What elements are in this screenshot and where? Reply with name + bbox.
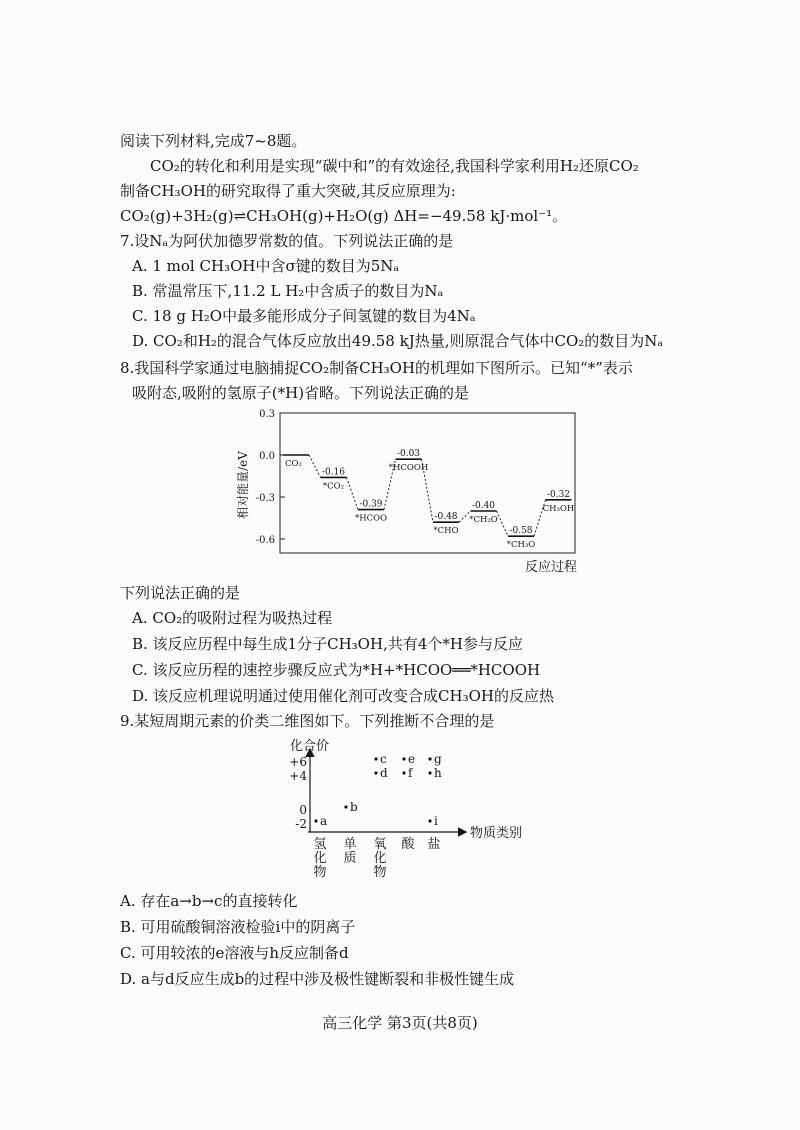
valence-xlabel: 物质类别 — [470, 826, 523, 841]
q7-option-d: D. CO₂和H₂的混合气体反应放出49.58 kJ热量,则原混合气体中CO₂的数目为Nₐ — [132, 332, 664, 350]
valence-ylabel: 化合价 — [290, 739, 330, 754]
q8-option-d: D. 该反应机理说明通过使用催化剂可改变合成CH₃OH的反应热 — [132, 687, 554, 705]
valence-point-f — [402, 771, 405, 774]
valence-point-label: g — [434, 752, 442, 766]
q7-option-b: B. 常温常压下,11.2 L H₂中含质子的数目为Nₐ — [132, 282, 444, 300]
q8-option-a: A. CO₂的吸附过程为吸热过程 — [132, 609, 333, 627]
energy-value-label: -0.58 — [509, 526, 533, 537]
energy-profile-chart — [225, 405, 595, 580]
material-line-2: 制备CH₃OH的研究取得了重大突破,其反应原理为: — [120, 182, 456, 200]
species-label: CO₂ — [285, 459, 302, 469]
valence-point-label: a — [320, 814, 328, 828]
species-label: *CO₂ — [322, 481, 345, 492]
valence-point-b — [344, 805, 347, 808]
valence-category-label: 氢化物 — [313, 837, 327, 880]
valence-point-label: f — [408, 766, 413, 780]
valence-y-tick: -2 — [295, 817, 307, 831]
q7-option-c: C. 18 g H₂O中最多能形成分子间氢键的数目为4Nₐ — [132, 307, 476, 325]
valence-category-label: 单质 — [343, 837, 357, 866]
y-tick-label: 0.0 — [259, 451, 275, 462]
q7-option-a: A. 1 mol CH₃OH中含σ键的数目为5Nₐ — [132, 257, 400, 275]
valence-point-h — [428, 771, 431, 774]
section-intro: 阅读下列材料,完成7~8题。 — [120, 132, 307, 150]
chart-ylabel: 相对能量/eV — [236, 451, 250, 519]
valence-point-c — [374, 757, 377, 760]
valence-category-label: 盐 — [427, 837, 441, 852]
q9-option-d: D. a与d反应生成b的过程中涉及极性键断裂和非极性键生成 — [120, 970, 515, 988]
energy-value-label: -0.16 — [321, 467, 346, 478]
valence-point-a — [314, 819, 317, 822]
material-line-1: CO₂的转化和利用是实现“碳中和”的有效途径,我国科学家利用H₂还原CO₂ — [150, 157, 639, 175]
species-label: CH₃OH — [542, 503, 575, 514]
species-label: *HCOO — [354, 513, 388, 524]
energy-value-label: -0.48 — [434, 512, 458, 523]
q8-stem-2: 吸附态,吸附的氢原子(*H)省略。下列说法正确的是 — [132, 384, 470, 402]
chart-xlabel: 反应过程 — [524, 560, 577, 575]
q8-sub-stem: 下列说法正确的是 — [120, 584, 241, 602]
valence-point-e — [402, 757, 405, 760]
species-label: *HCOOH — [388, 463, 429, 474]
valence-point-label: i — [434, 814, 438, 828]
q9-option-a: A. 存在a→b→c的直接转化 — [120, 892, 298, 910]
energy-connector — [347, 477, 359, 509]
valence-y-tick: 0 — [299, 803, 307, 817]
energy-value-label: -0.32 — [546, 489, 571, 500]
page-footer: 高三化学 第3页(共8页) — [322, 1014, 478, 1032]
valence-y-tick: +4 — [289, 769, 307, 783]
valence-point-label: b — [350, 800, 358, 814]
y-tick-label: -0.3 — [255, 493, 275, 504]
species-label: *CH₂O — [469, 515, 498, 525]
q7-stem: 7.设Nₐ为阿伏加德罗常数的值。下列说法正确的是 — [120, 232, 454, 250]
q8-option-c: C. 该反应历程的速控步骤反应式为*H+*HCOO══*HCOOH — [132, 661, 541, 679]
y-tick-label: 0.3 — [259, 409, 275, 420]
valence-point-i — [428, 819, 431, 822]
y-tick-label: -0.6 — [255, 535, 275, 546]
energy-value-label: -0.40 — [471, 501, 496, 511]
valence-y-tick: +6 — [289, 755, 307, 769]
species-label: *CHO — [433, 526, 459, 537]
valence-category-label: 酸 — [401, 837, 415, 852]
q9-option-c: C. 可用较浓的e溶液与h反应制备d — [120, 944, 349, 962]
valence-point-label: h — [434, 766, 442, 780]
q9-option-b: B. 可用硫酸铜溶液检验i中的阴离子 — [120, 918, 356, 936]
energy-value-label: -0.03 — [396, 449, 421, 460]
q8-stem-1: 8.我国科学家通过电脑捕捉CO₂制备CH₃OH的机理如下图所示。已知“*”表示 — [120, 359, 633, 377]
valence-point-g — [428, 757, 431, 760]
species-label: *CH₃O — [506, 540, 536, 551]
energy-connector — [309, 455, 321, 477]
energy-connector — [497, 511, 509, 536]
q9-stem: 9.某短周期元素的价类二维图如下。下列推断不合理的是 — [120, 712, 495, 730]
q8-option-b: B. 该反应历程中每生成1分子CH₃OH,共有4个*H参与反应 — [132, 635, 523, 653]
valence-point-label: c — [380, 752, 387, 766]
valence-category-label: 氧化物 — [373, 837, 387, 880]
valence-point-label: e — [408, 752, 416, 766]
reaction-equation: CO₂(g)+3H₂(g)⇌CH₃OH(g)+H₂O(g) ΔH=−49.58 kJ·mol⁻¹。 — [120, 207, 568, 225]
valence-class-chart — [280, 732, 540, 882]
energy-value-label: -0.39 — [359, 499, 383, 510]
valence-point-label: d — [380, 766, 388, 780]
valence-point-d — [374, 771, 377, 774]
